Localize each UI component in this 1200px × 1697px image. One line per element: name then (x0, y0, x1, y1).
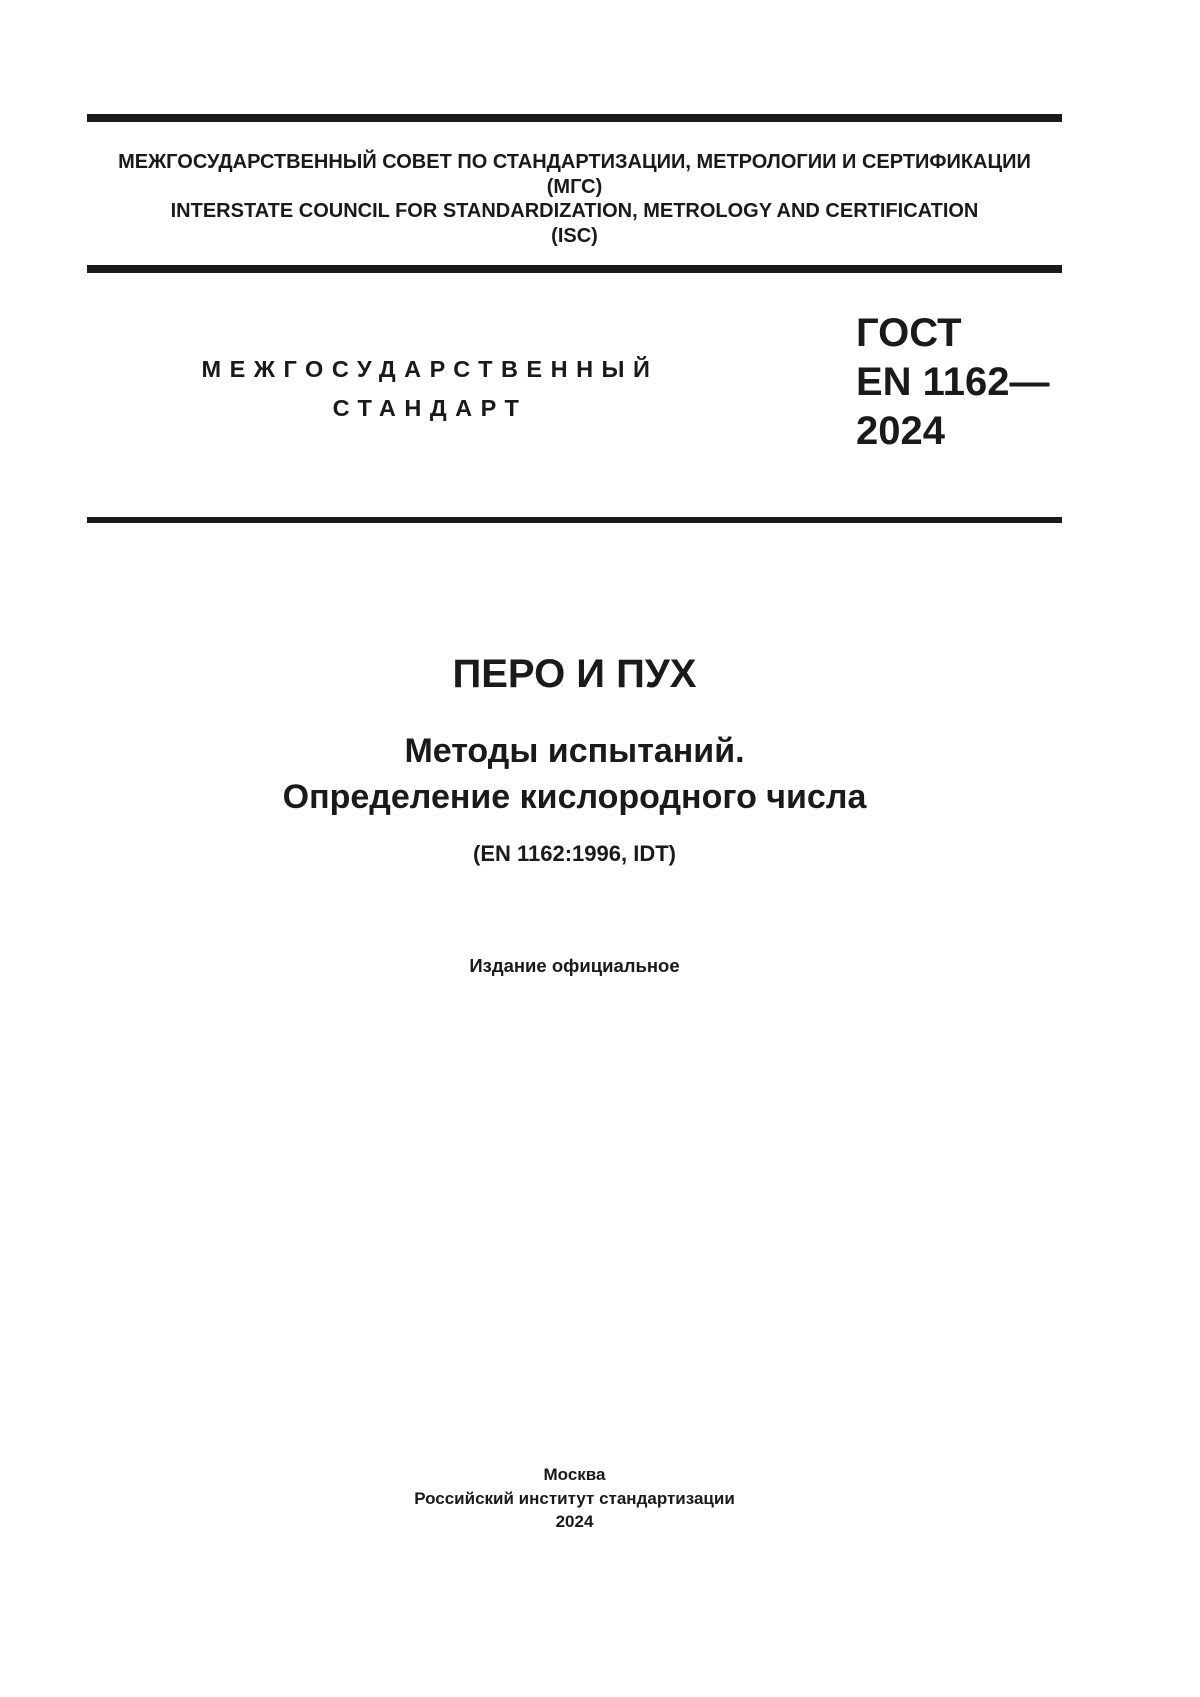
document-subtitle (87, 728, 1062, 820)
designation-divider (87, 517, 1062, 523)
subtitle-line2: Определение кислородного числа (282, 778, 867, 816)
council-header (87, 150, 1062, 248)
standard-designation (856, 309, 1049, 456)
designation-line1: ГОСТ (856, 311, 962, 355)
council-name-ru: МЕЖГОСУДАРСТВЕННЫЙ СОВЕТ ПО СТАНДАРТИЗАЦИИ, МЕТРОЛОГИИ И СЕРТИФИКАЦИИ (118, 151, 1031, 173)
council-name-en: INTERSTATE COUNCIL FOR STANDARDIZATION, METROLOGY AND CERTIFICATION (170, 200, 979, 222)
document-title: ПЕРО И ПУХ (452, 652, 697, 696)
imprint (87, 1463, 1062, 1534)
designation-line2: EN 1162— (856, 360, 1050, 404)
top-rule (87, 114, 1062, 122)
imprint-city: Москва (543, 1465, 606, 1484)
subtitle-line1: Методы испытаний. (404, 732, 745, 770)
imprint-publisher: Российский институт стандартизации (414, 1488, 735, 1508)
header-divider (87, 265, 1062, 273)
designation-line3: 2024 (856, 409, 945, 453)
standard-label (180, 350, 680, 428)
imprint-year: 2024 (555, 1512, 594, 1531)
standard-label-line2: СТАНДАРТ (332, 395, 528, 421)
standard-label-line1: МЕЖГОСУДАРСТВЕННЫЙ (201, 356, 659, 382)
council-abbr-en: (ISC) (551, 224, 598, 247)
council-abbr-ru: (МГС) (546, 175, 603, 198)
edition-note: Издание официальное (469, 955, 680, 976)
identity-reference: (EN 1162:1996, IDT) (473, 841, 676, 866)
